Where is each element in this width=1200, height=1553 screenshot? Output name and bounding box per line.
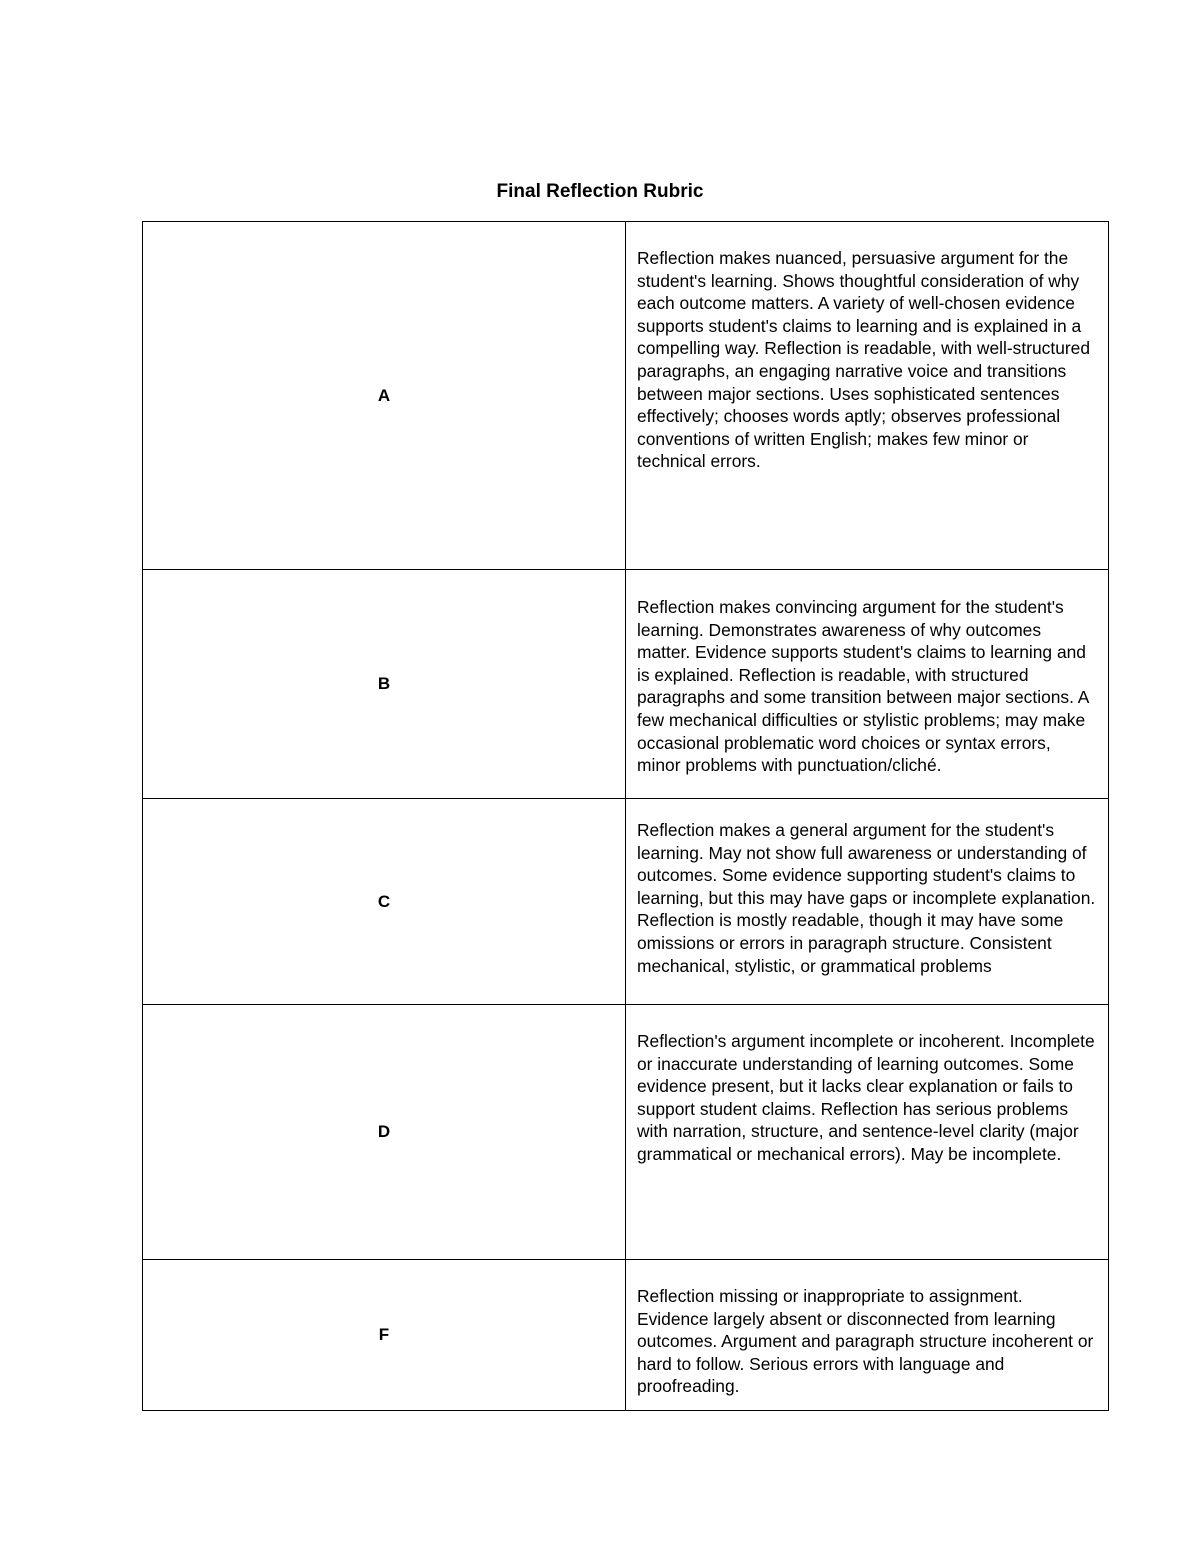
grade-label-b: B bbox=[143, 570, 626, 799]
rubric-row-c bbox=[143, 799, 1109, 1005]
grade-description-b bbox=[626, 570, 1109, 799]
rubric-row-b bbox=[143, 570, 1109, 799]
grade-description-text-f: Reflection missing or inappropriate to assignment. Evidence largely absent or disconnected from learning outcomes. Argument and paragraph structure incoherent or hard to follow. Serious errors with language and proofreading. bbox=[637, 1286, 1094, 1397]
grade-description-a bbox=[626, 222, 1109, 570]
grade-description-text-a: Reflection makes nuanced, persuasive argument for the student's learning. Shows thoughtful consideration of why each outcome matters. A variety of well-chosen evidence supports student's claims to learning and is explained in a compelling way. Reflection is readable, with well-structured paragraphs, an engaging narrative voice and transitions between major sections. Uses sophisticated sentences effectively; chooses words aptly; observes professional conventions of written English; makes few minor or technical errors. bbox=[637, 248, 1090, 472]
grade-description-text-d: Reflection's argument incomplete or incoherent. Incomplete or inaccurate understanding of learning outcomes. Some evidence present, but it lacks clear explanation or fails to support student claims. Reflection has serious problems with narration, structure, and sentence-level clarity (major grammatical or mechanical errors). May be incomplete. bbox=[637, 1031, 1095, 1164]
grade-label-d: D bbox=[143, 1005, 626, 1260]
grade-description-d bbox=[626, 1005, 1109, 1260]
page-title: Final Reflection Rubric bbox=[496, 181, 704, 202]
rubric-row-f bbox=[143, 1260, 1109, 1411]
grade-description-text-b: Reflection makes convincing argument for the student's learning. Demonstrates awareness of why outcomes matter. Evidence supports student's claims to learning and is explained. Reflection is readable, with structured paragraphs and some transition between major sections. A few mechanical difficulties or stylistic problems; may make occasional problematic word choices or syntax errors, minor problems with punctuation/cliché. bbox=[637, 597, 1089, 776]
grade-description-f bbox=[626, 1260, 1109, 1411]
grade-label-a: A bbox=[143, 222, 626, 570]
grade-label-f: F bbox=[143, 1260, 626, 1411]
grade-description-text-c: Reflection makes a general argument for the student's learning. May not show full awareness or understanding of outcomes. Some evidence supporting student's claims to learning, but this may have gaps or incomplete explanation. Reflection is mostly readable, though it may have some omissions or errors in paragraph structure. Consistent mechanical, stylistic, or grammatical problems bbox=[637, 820, 1096, 976]
grade-label-c: C bbox=[143, 799, 626, 1005]
grade-description-c bbox=[626, 799, 1109, 1005]
rubric-row-a bbox=[143, 222, 1109, 570]
rubric-table bbox=[142, 221, 1109, 1411]
rubric-row-d bbox=[143, 1005, 1109, 1260]
